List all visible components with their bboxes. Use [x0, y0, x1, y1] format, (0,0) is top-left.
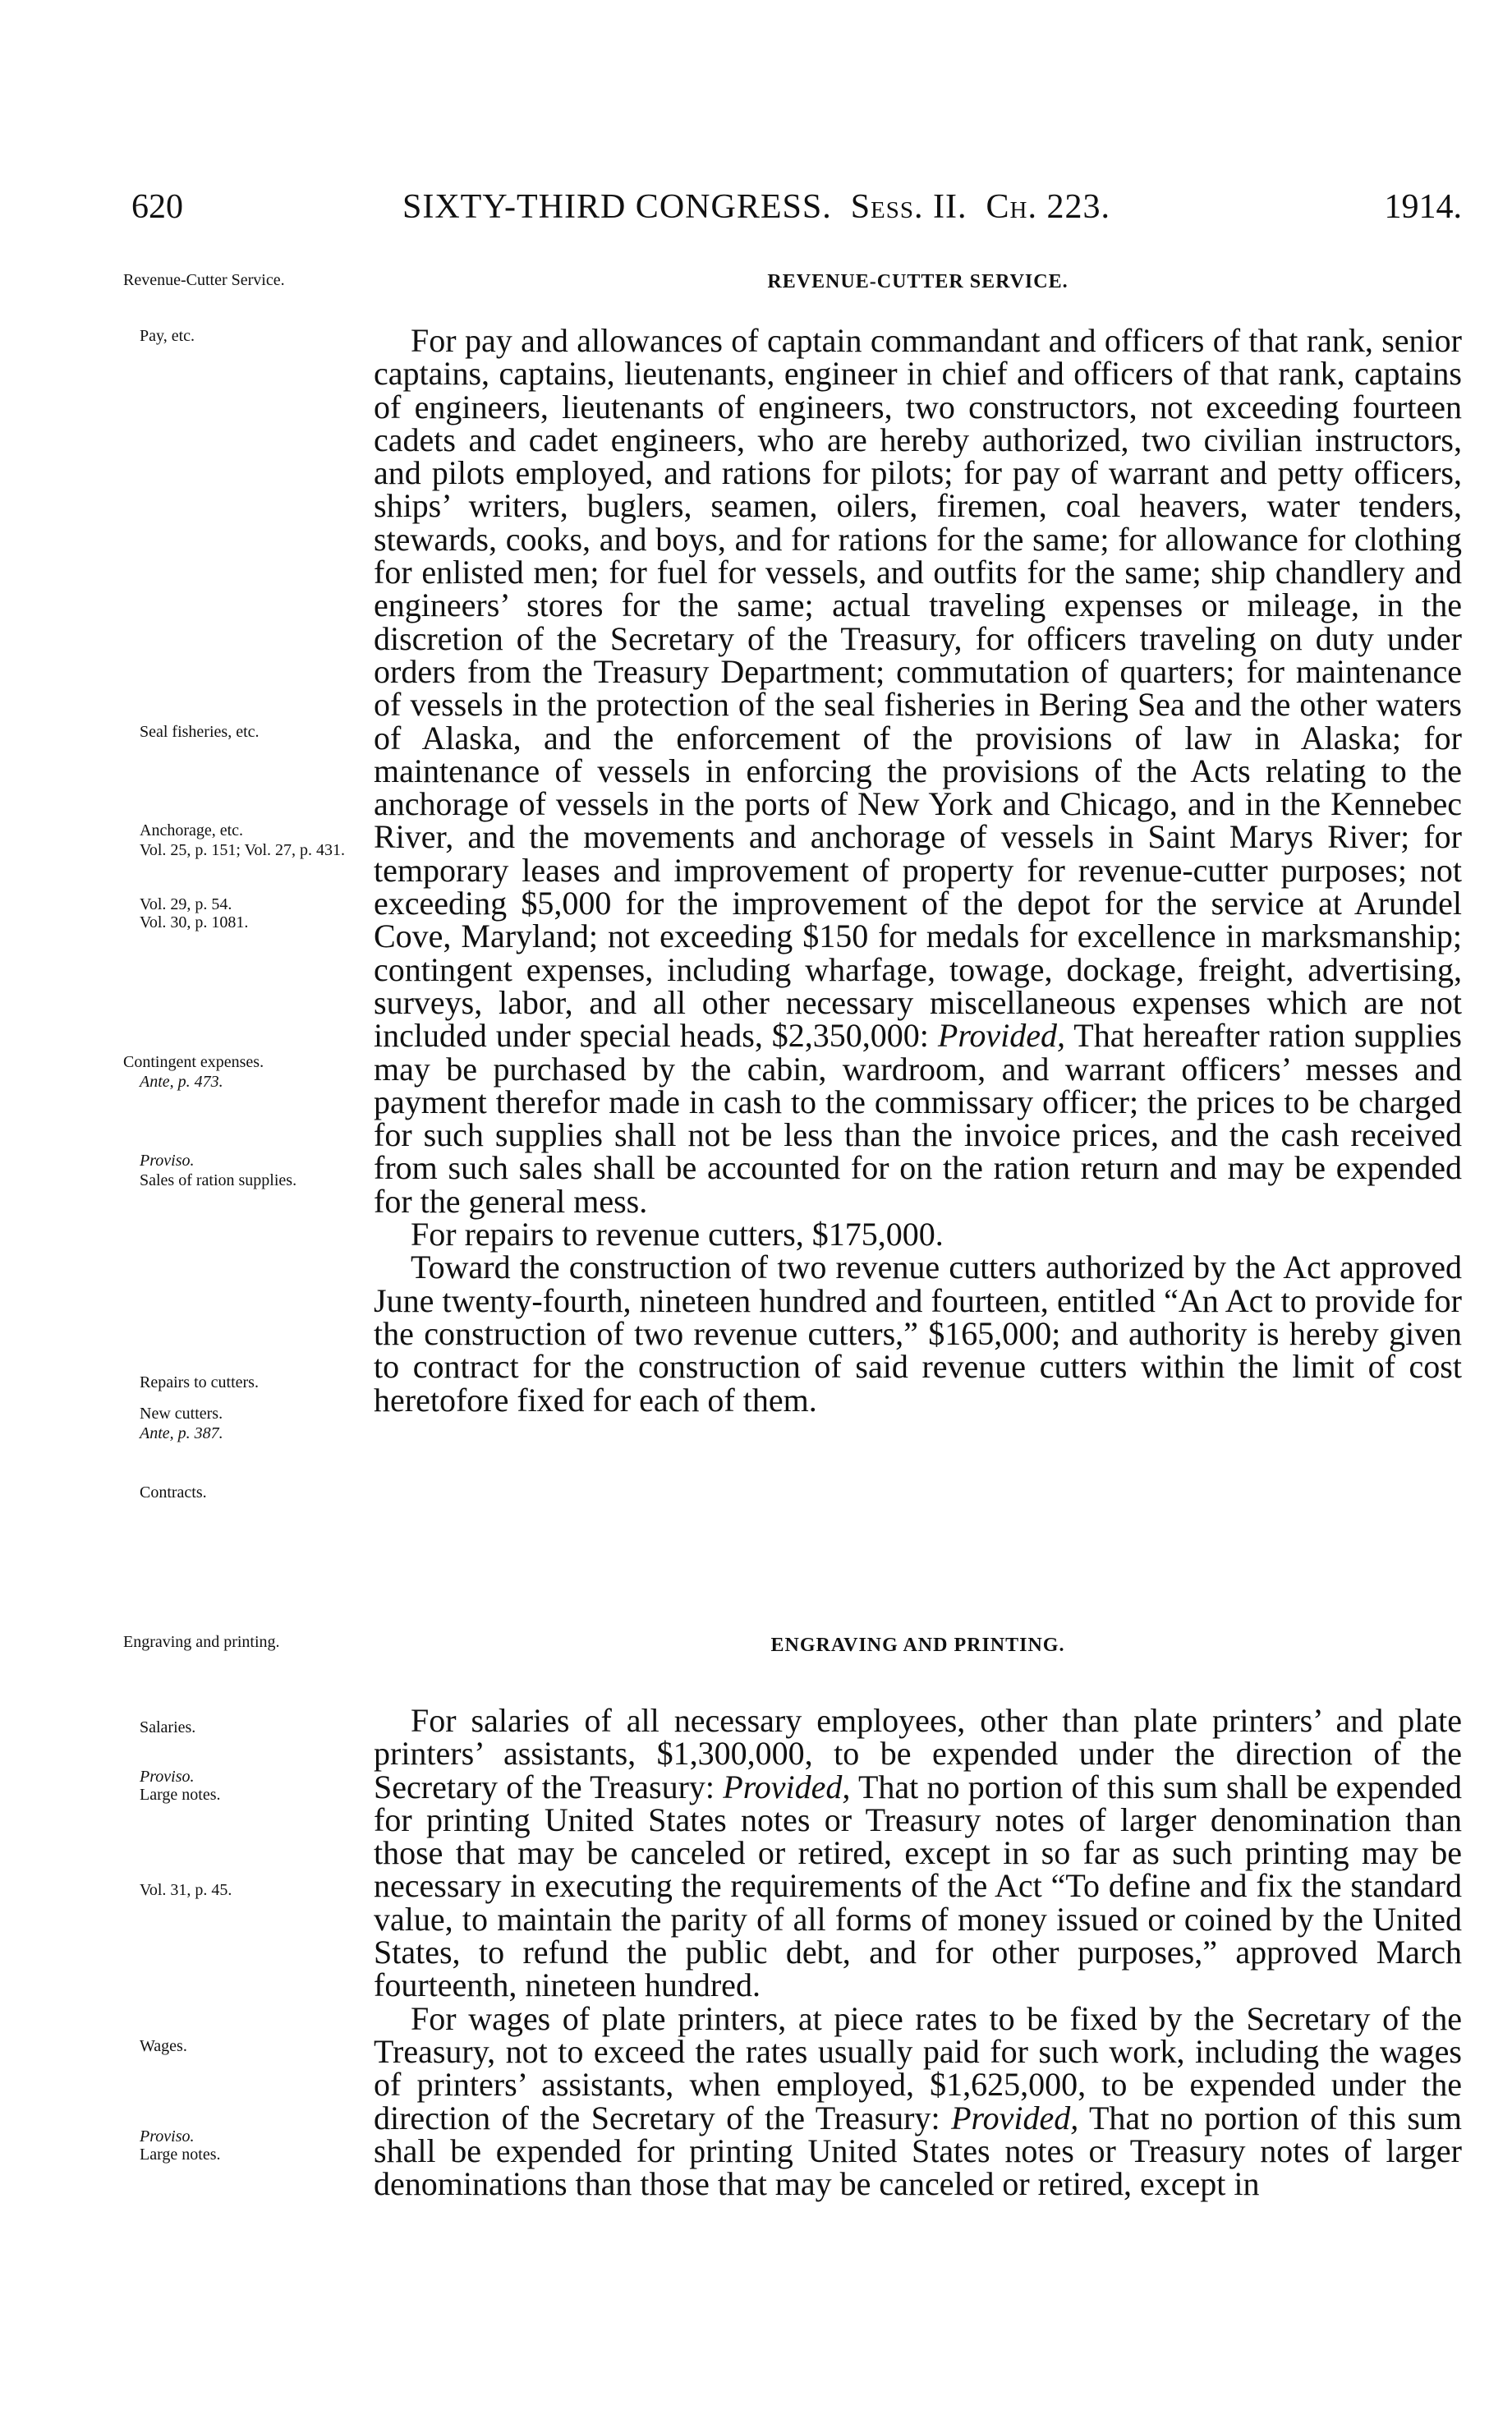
section-heading-revenue: REVENUE-CUTTER SERVICE.: [767, 271, 1069, 292]
margin-note-sales-ration: Sales of ration supplies.: [140, 1171, 297, 1189]
margin-note-anchorage: Anchorage, etc.: [140, 821, 244, 839]
margin-note-new-cutters: New cutters.: [140, 1405, 223, 1423]
chapter-label: Ch. 223.: [986, 188, 1110, 226]
margin-note-engraving: Engraving and printing.: [123, 1633, 280, 1651]
margin-note-contingent: Contingent expenses.: [123, 1053, 264, 1071]
margin-note-vol-25: Vol. 25, p. 151; Vol. 27, p. 431.: [140, 841, 346, 859]
revenue-body: [374, 324, 1462, 1417]
margin-note-repairs: Repairs to cutters.: [140, 1373, 259, 1391]
paragraph-salaries: [374, 1704, 1462, 2003]
page-number: 620: [131, 188, 183, 226]
margin-note-salaries: Salaries.: [140, 1718, 196, 1736]
wages-text: For wages of plate printers, at piece rates to be fixed by the Secretary of the Treasury, not to exceed the rates usually paid for such work, including the wages of printers’ assistants, when employed, $1,625,000, to be expended under the direction of the Secretary of the Treasury:: [374, 1999, 1462, 2136]
margin-note-vol-31: Vol. 31, p. 45.: [140, 1881, 232, 1899]
page-header: [131, 187, 1462, 237]
year-label: 1914.: [1384, 188, 1462, 226]
congress-title: SIXTY-THIRD CONGRESS.: [402, 188, 832, 226]
pay-text: For pay and allowances of captain commandant and officers of that rank, senior captains, captains, lieutenants, engineer in chief and officers of that rank, captains of engineers, lieutenants of engineers, two constructors, not exceeding fourteen cadets and cadet engineers, who are hereby authorized, two civilian instructors, and pilots employed, and rations for pilots; for pay of warrant and petty officers, ships’ writers, buglers, seamen, oilers, firemen, coal heavers, water tenders, stewards, cooks, and boys, and for rations for the same; for allowance for clothing for enlisted men; for fuel for vessels, and outfits for the same; ship chandlery and engineers’ stores for the same; actual traveling expenses or mileage, in the discretion of the Secretary of the Treasury, for officers traveling on duty under orders from the Treasury Department; commutation of quarters; for maintenance of vessels in the protection of the seal fisheries in Bering Sea and the other waters of Alaska, and the enforcement of the provisions of law in Alaska; for maintenance of vessels in enforcing the provisions of the Acts relating to the anchorage of vessels in the ports of New York and Chicago, and in the Kennebec River, and the movements and anchorage of vessels in Saint Marys River; for temporary leases and improvement of property for revenue-cutter purposes; not exceeding $5,000 for the improvement of the depot for the service at Arundel Cove, Maryland; not exceeding $150 for medals for excellence in marksmanship; contingent expenses, including wharfage, towage, dockage, freight, advertising, surveys, labor, and all other necessary miscellaneous expenses which are not included under special heads, $2,350,000:: [374, 322, 1462, 1055]
margin-note-proviso-2: Proviso.: [140, 1768, 195, 1786]
paragraph-repairs: For repairs to revenue cutters, $175,000.: [411, 1216, 944, 1253]
margin-note-proviso-1: Proviso.: [140, 1152, 195, 1170]
wages-text-end: That no portion of this sum shall be expended for printing United States notes or Treasury notes of larger denominations than those that may be canceled or retired, except in: [374, 2099, 1463, 2203]
running-head: [402, 187, 1110, 227]
margin-note-pay: Pay, etc.: [140, 327, 195, 345]
wages-provided: Provided,: [951, 2099, 1079, 2136]
session-label: Sess. II.: [850, 188, 967, 226]
margin-note-ante-387: Ante, p. 387.: [140, 1424, 223, 1442]
margin-note-proviso-3: Proviso.: [140, 2127, 195, 2146]
margin-note-wages: Wages.: [140, 2037, 187, 2055]
margin-note-large-notes-1: Large notes.: [140, 1786, 221, 1804]
paragraph-wages: [374, 1999, 1463, 2203]
pay-provided: Provided,: [937, 1017, 1066, 1055]
paragraph-pay: [374, 324, 1462, 1218]
margin-note-ante-473: Ante, p. 473.: [140, 1073, 223, 1091]
paragraph-construction: Toward the construction of two revenue cutters authorized by the Act approved June twenty-fourth, nineteen hundred and fourteen, entitled “An Act to provide for the construction of two revenue cutters,” $165,000; and authority is hereby given to contract for the construction of said revenue cutters within the limit of cost heretofore fixed for each of them.: [374, 1249, 1462, 1419]
pay-text-end: That hereafter ration supplies may be purchased by the cabin, wardroom, and warrant officers’ messes and payment therefor made in cash to the commissary officer; the prices to be charged for such supplies shall not be less than the invoice prices, and the cash received from such sales shall be accounted for on the ration return and may be expended for the general mess.: [374, 1017, 1462, 1220]
engraving-body: [374, 1704, 1462, 2201]
salaries-text: For salaries of all necessary employees, other than plate printers’ and plate printers’ assistants, $1,300,000, to be expended under the direction of the Secretary of the Treasury:: [374, 1702, 1462, 1805]
salaries-text-end: That no portion of this sum shall be expended for printing United States notes or Treasury notes of larger denomination than those that may be canceled or retired, except in so far as such printing may be necessary in executing the requirements of the Act “To define and fix the standard value, to maintain the parity of all forms of money issued or coined by the United States, to refund the public debt, and for other purposes,” approved March fourteenth, nineteen hundred.: [374, 1768, 1463, 2004]
margin-note-vol-29: Vol. 29, p. 54.: [140, 895, 232, 913]
margin-note-revenue-cutter: Revenue-Cutter Service.: [123, 271, 285, 289]
salaries-provided: Provided,: [723, 1768, 851, 1805]
margin-note-large-notes-2: Large notes.: [140, 2146, 221, 2164]
margin-note-vol-30: Vol. 30, p. 1081.: [140, 913, 249, 931]
section-heading-engraving: ENGRAVING AND PRINTING.: [770, 1635, 1065, 1656]
margin-note-contracts: Contracts.: [140, 1483, 207, 1502]
margin-note-seal-fisheries: Seal fisheries, etc.: [140, 723, 260, 741]
